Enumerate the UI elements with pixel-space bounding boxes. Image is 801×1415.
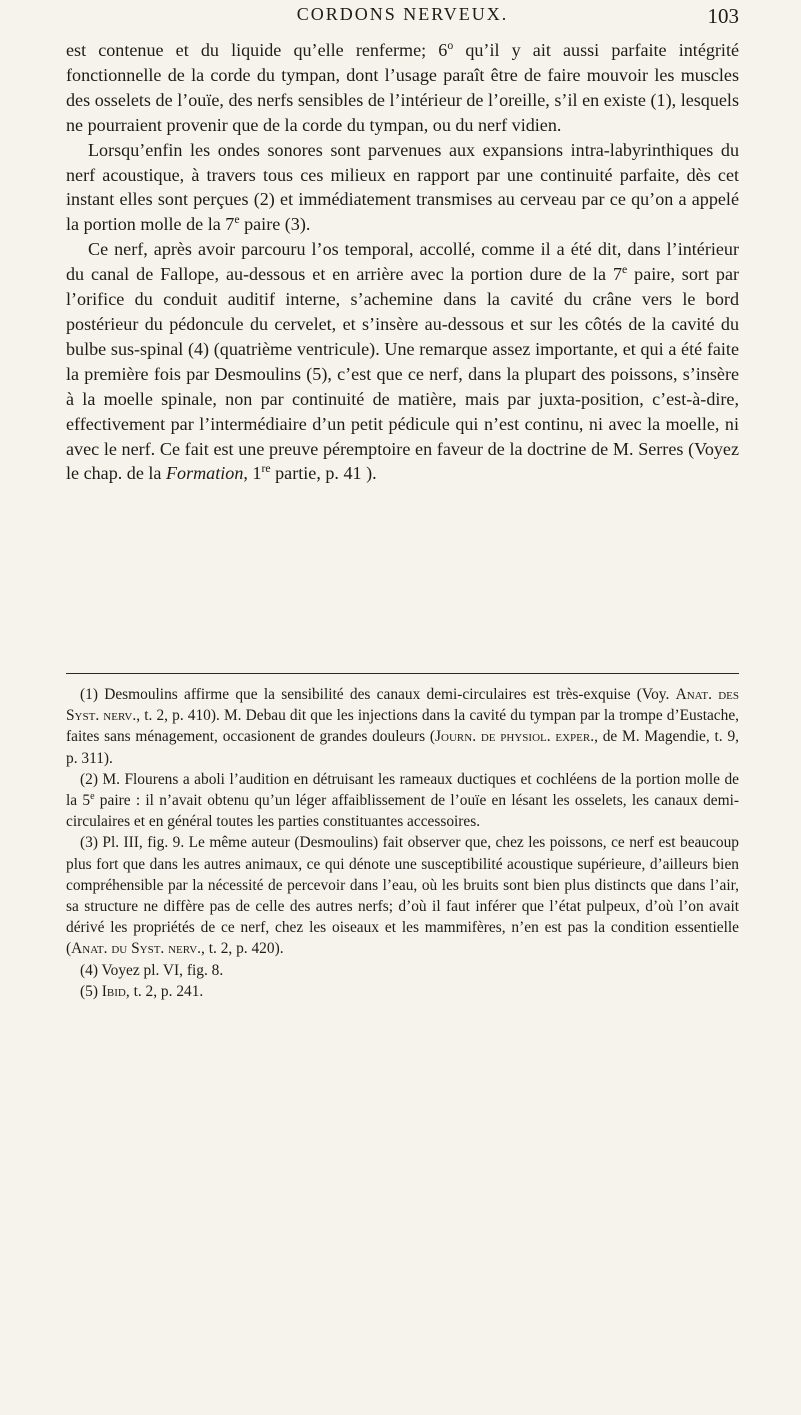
p3-superscript-2: re bbox=[261, 462, 271, 476]
n1-text-c: , de M. Magendie, t. 9, p. 311). bbox=[66, 728, 739, 767]
n5-text-b: , t. 2, p. 241. bbox=[125, 982, 204, 1000]
n5-citation: Ibid bbox=[101, 982, 126, 1000]
paragraph-3 bbox=[66, 237, 739, 486]
p2-text-b: paire (3). bbox=[239, 214, 311, 235]
n5-text-a: (5) bbox=[80, 982, 102, 1000]
p3-text-d: partie, p. 41 ). bbox=[270, 463, 377, 484]
paragraph-2 bbox=[66, 138, 739, 238]
footnote-2 bbox=[66, 769, 739, 833]
footnote-rule bbox=[66, 673, 739, 674]
p2-superscript: e bbox=[234, 213, 240, 227]
footnote-3 bbox=[66, 832, 739, 959]
n3-citation: Anat. du Syst. nerv. bbox=[71, 940, 202, 958]
n3-text-a: (3) Pl. III, fig. 9. Le même auteur (Desmoulins) fait observer que, chez les poissons, ce nerf est beaucoup plus fort que dans les autres animaux, ce qui dénote une susceptibilité acoustique supérieure, d’ailleurs bien compréhensible par la nécessité de percevoir dans l’eau, où les bruits sont bien plus distincts que dans l’air, sa structure ne diffère pas de celle des autres nerfs; d’où il faut inférer que l’état pulpeux, d’où l’on avait dérivé les propriétés de ce nerf, chez les oiseaux et les mammifères, n’en est pas la condition essentielle ( bbox=[66, 834, 739, 958]
page-number: 103 bbox=[707, 4, 739, 28]
footnote-5 bbox=[66, 981, 739, 1002]
p1-text-b: qu’il y ait aussi parfaite intégrité fonctionnelle de la corde du tympan, dont l’usage paraît être de faire mouvoir les muscles des osselets de l’ouïe, des nerfs sensibles de l’intérieur de l’oreille, s’il en existe (1), lesquels ne pourraient provenir que de la corde du tympan, ou du nerf vidien. bbox=[66, 40, 740, 135]
page-header bbox=[66, 4, 739, 34]
paragraph-1 bbox=[66, 38, 739, 138]
n2-superscript: e bbox=[90, 790, 95, 802]
p3-text-c: , 1 bbox=[243, 463, 262, 484]
footnotes bbox=[66, 684, 739, 1002]
p1-text-a: est contenue et du liquide qu’elle renferme; 6 bbox=[66, 40, 448, 60]
n1-citation-2: Journ. de physiol. exper. bbox=[435, 728, 595, 746]
n2-text-a: (2) M. Flourens a aboli l’audition en détruisant les rameaux ductiques et cochléens de la portion molle de la 5 bbox=[66, 770, 739, 810]
footnote-4: (4) Voyez pl. VI, fig. 8. bbox=[80, 961, 224, 979]
n1-text-a: (1) Desmoulins affirme que la sensibilité des canaux demi-circulaires est très-exquise (Voy. bbox=[80, 686, 676, 703]
n2-text-b: paire : il n’avait obtenu qu’un léger affaiblissement de l’ouïe en lésant les osselets, les canaux demi-circulaires et en général toutes les parties constituantes accessoires. bbox=[66, 792, 739, 831]
p3-text-b: paire, sort par l’orifice du conduit auditif interne, s’achemine dans la cavité du crâne vers le bord postérieur du pédoncule du cervelet, et s’insère au-dessous et sur les côtés de la cavité du bulbe sus-spinal (4) (quatrième ventricule). Une remarque assez importante, et qui a été faite la première fois par Desmoulins (5), c’est que ce nerf, dans la plupart des poissons, s’insère à la moelle spinale, non par continuité de matière, mais par juxta-position, c’est-à-dire, effectivement par l’intermédiaire d’un petit pédicule qui n’est continu, ni avec la moelle, ni avec le nerf. Ce fait est une preuve péremptoire en faveur de la doctrine de M. Serres (Voyez le chap. de la bbox=[66, 264, 740, 484]
n3-text-b: , t. 2, p. 420). bbox=[201, 940, 284, 958]
n1-citation-1: Anat. des Syst. nerv. bbox=[66, 686, 740, 725]
p2-text-a: Lorsqu’enfin les ondes sonores sont parvenues aux expansions intra-labyrinthiques du nerf acoustique, à travers tous ces milieux en rapport par une continuité parfaite, dès cet instant elles sont perçues (2) et immédiatement transmises au cerveau par ce qu’on a appelé la portion molle de la 7 bbox=[66, 139, 739, 235]
footnote-1 bbox=[66, 684, 739, 769]
main-text bbox=[66, 38, 739, 486]
n1-text-b: , t. 2, p. 410). M. Debau dit que les injections dans la cavité du tympan par la trompe d’Eustache, faites sans ménagement, occasionent de grandes douleurs ( bbox=[66, 707, 740, 746]
p3-italic-formation: Formation bbox=[165, 463, 244, 484]
p3-superscript-1: e bbox=[622, 263, 628, 277]
p3-text-a: Ce nerf, après avoir parcouru l’os temporal, accollé, comme il a été dit, dans l’intérieur du canal de Fallope, au-dessous et en arrière avec la portion dure de la 7 bbox=[66, 239, 739, 285]
running-head: CORDONS NERVEUX. bbox=[296, 4, 509, 24]
p1-superscript: o bbox=[447, 38, 454, 52]
